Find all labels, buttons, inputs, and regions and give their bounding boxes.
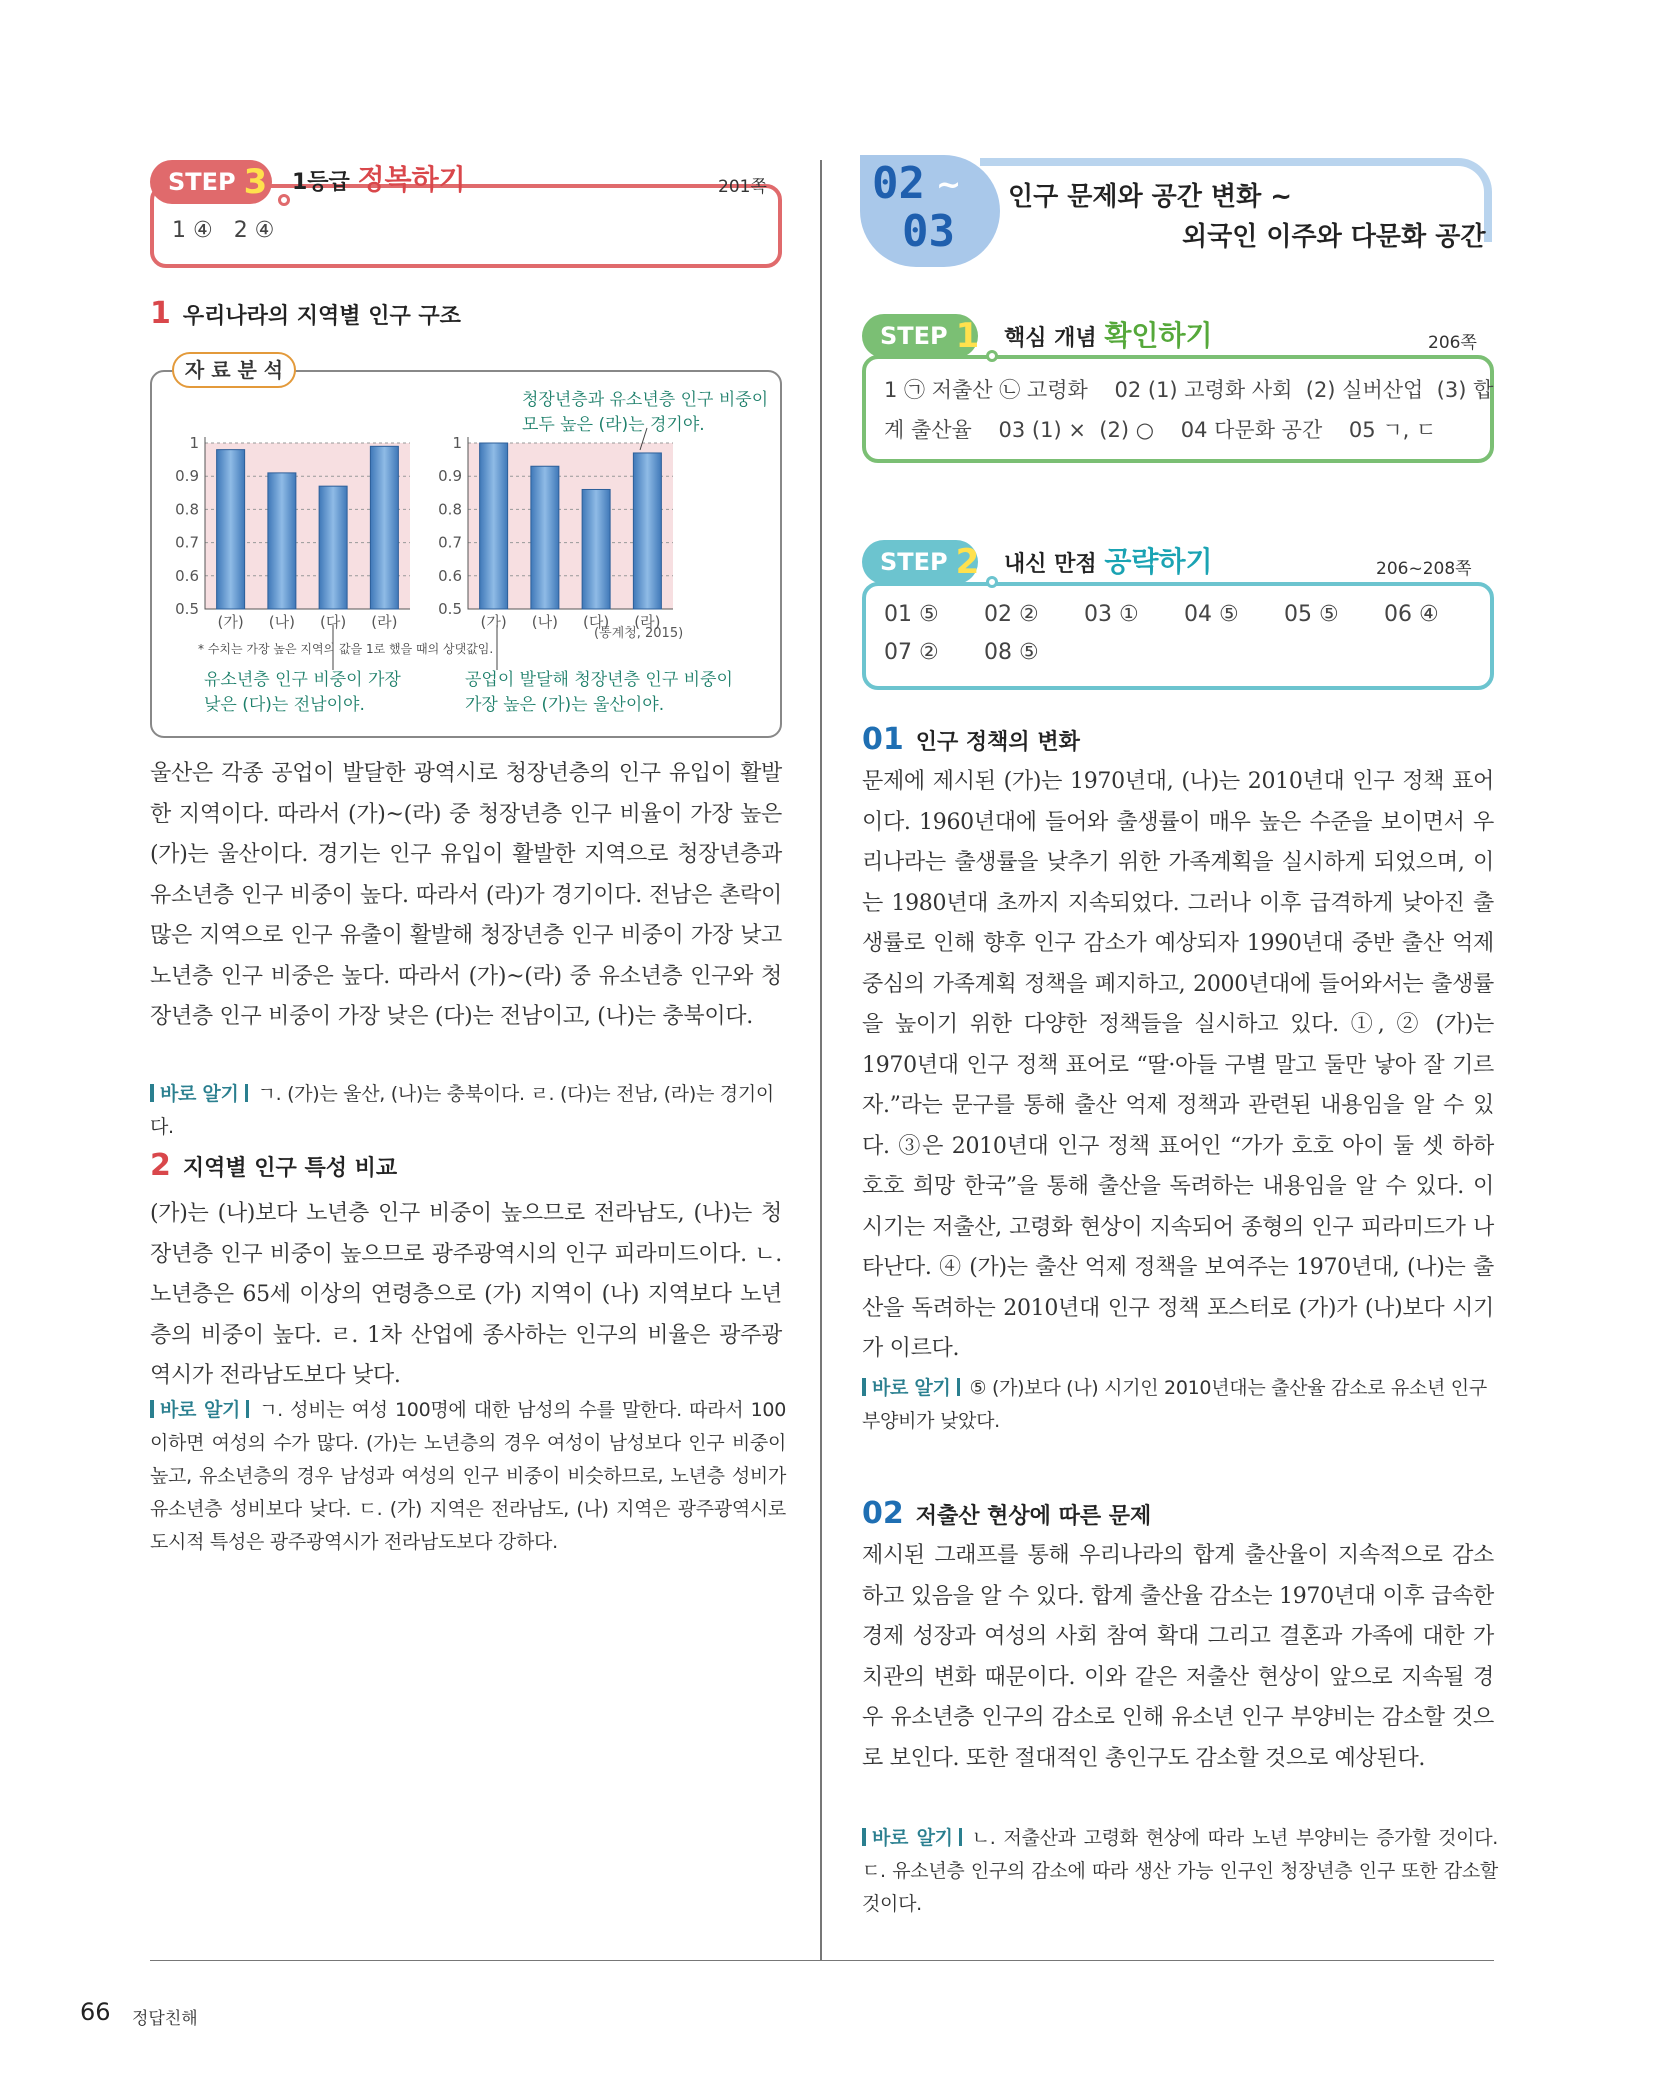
q01-paragraph: 문제에 제시된 (가)는 1970년대, (나)는 2010년대 인구 정책 표어이다. 1960년대에 들어와 출생률이 매우 높은 수준을 보이면서 우리나라는 출생률을 낮추기 위한 가족계획을 실시하게 되었으며, 이는 1980년대 초까지 지속되었다. 그러나 이후 급격하게 낮아진 출생률로 인해 향후 인구 감소가 예상되자 1990년대 중반 출산 억제 중심의 가족계획 정책을 폐지하고, 2000년대에 들어와서는 출생률을 높이기 위한 다양한 정책들을 실시하고 있다. ①, ② (가)는 1970년대 인구 정책 표어로 “딸·아들 구별 말고 둘만 낳아 잘 기르자.”라는 문구를 통해 출산 억제 정책과 관련된 내용임을 알 수 있다. ③은 2010년대 인구 정책 표어인 “가가 호호 아이 둘 셋 하하 호호 희망 한국”을 통해 출산을 독려하는 내용임을 알 수 있다. 이 시기는 저출산, 고령화 현상이 지속되어 종형의 인구 피라미드가 나타난다. ④ (가)는 출산 억제 정책을 보여주는 1970년대, (나)는 출산을 독려하는 2010년대 인구 정책 포스터로 (가)가 (나)보다 시기가 이르다. [862,769,1494,1361]
step2-title: 내신 만점 공략하기 [1004,545,1213,578]
step1-pages: 206쪽 [1428,333,1477,353]
q02-title: 02 저출산 현상에 따른 문제 [862,1496,1152,1531]
step2-answer-05: 05 ⑤ [1284,602,1339,627]
step-number: 1 [955,316,980,356]
bar [319,486,347,609]
step1-badge [862,314,978,358]
step1-answers-line1: 1 ㉠ 저출산 ㉡ 고령화 02 (1) 고령화 사회 (2) 실버산업 (3) 합 [884,378,1494,402]
chart-footnote: * 수치는 가장 높은 지역의 값을 1로 했을 때의 상댓값임. [198,642,494,656]
y-tick-label: 0.6 [175,566,199,585]
y-tick-label: 0.9 [175,467,199,486]
bar [582,489,610,609]
baro-label: 바로 알기 [872,1827,953,1849]
step2-answer-01: 01 ⑤ [884,602,939,627]
page-number: 66 [80,1998,111,2026]
bar [633,453,661,609]
step2-dot [986,576,998,588]
q1-baro: 바로 알기 ㄱ. (가)는 울산, (나)는 충북이다. ㄹ. (다)는 전남, (라)는 경기이다. [150,1083,774,1138]
step1-title: 핵심 개념 확인하기 [1004,319,1213,352]
y-tick-label: 0.8 [438,500,462,519]
x-tick-label: (나) [268,613,295,631]
q2-title: 2 지역별 인구 특성 비교 [150,1148,398,1183]
step3-dot [278,194,290,206]
q2-baro: 바로 알기 ㄱ. 성비는 여성 100명에 대한 남성의 수를 말한다. 따라서 100 이하면 여성의 수가 많다. (가)는 노년층의 경우 여성이 남성보다 인구 비중이 높고, 유소년층의 경우 남성과 여성의 인구 비중이 비슷하므로, 노년층 성비가 유소년층 성비보다 낮다. ㄷ. (가) 지역은 전라남도, (나) 지역은 광주광역시로 도시적 특성은 광주광역시가 전라남도보다 강하다. [150,1399,786,1553]
x-tick-label: (다) [583,613,610,631]
x-tick-label: (다) [320,613,347,631]
q1-paragraph: 울산은 각종 공업이 발달한 광역시로 청장년층의 인구 유입이 활발한 지역이다. 따라서 (가)~(라) 중 청장년층 인구 비율이 가장 높은 (가)는 울산이다. 경기는 인구 유입이 활발한 지역으로 청장년층과 유소년층 인구 비중이 높다. 따라서 (라)가 경기이다. 전남은 촌락이 많은 지역으로 인구 유출이 활발해 청장년층 인구 비중이 가장 낮고 노년층 인구 비중은 높다. 따라서 (가)~(라) 중 유소년층 인구와 청장년층 인구 비중이 가장 낮은 (다)는 전남이고, (나)는 충북이다. [150,761,782,1029]
step3-badge [150,160,272,204]
chart-source: (통계청, 2015) [594,626,684,641]
step2-pages: 206~208쪽 [1376,559,1472,579]
step3-title: 1등급 정복하기 [292,163,466,196]
unit-title-1: 인구 문제와 공간 변화 ~ [1008,182,1293,212]
baro-label: 바로 알기 [160,1399,241,1421]
x-tick-label: (가) [217,613,244,631]
q01-baro: 바로 알기 ⑤ (가)보다 (나) 시기인 2010년대는 출산율 감소로 유소년 인구 부양비가 낮았다. [862,1377,1487,1432]
step-number: 2 [955,542,980,582]
bar [217,450,245,609]
step1-answer-box [862,355,1494,463]
q02-baro: 바로 알기 ㄴ. 저출산과 고령화 현상에 따라 노년 부양비는 증가할 것이다. ㄷ. 유소년층 인구의 감소에 따라 생산 가능 인구인 청장년층 인구 또한 감소할 것이다. [862,1827,1499,1915]
step2-answer-08: 08 ⑤ [984,640,1039,665]
y-tick-label: 1 [189,434,199,452]
baro-label: 바로 알기 [160,1083,239,1105]
data-analysis-badge: 자 료 분 석 [172,352,296,388]
unit-number-top: 02 [872,158,925,209]
x-tick-label: (나) [531,613,558,631]
step1-dot [986,350,998,362]
column-divider [820,160,822,1960]
step2-answer-02: 02 ② [984,602,1039,627]
footer-label: 정답친해 [132,2009,198,2029]
bar [268,473,296,609]
step1-answers-line2: 계 출산율 03 (1) × (2) ○ 04 다문화 공간 05 ㄱ, ㄷ [884,418,1437,442]
step2-answer-03: 03 ① [1084,602,1139,627]
unit-number-bottom: 03 [902,206,955,257]
step2-badge [862,540,978,584]
baro-label: 바로 알기 [872,1377,951,1399]
step3-pages: 201쪽 [718,177,767,197]
step-label: STEP [880,322,948,350]
y-tick-label: 0.7 [175,533,199,552]
q1-title: 1 우리나라의 지역별 인구 구조 [150,296,461,331]
step2-answer-06: 06 ④ [1384,602,1439,627]
x-tick-label: (라) [371,613,398,631]
y-tick-label: 1 [452,434,462,452]
q2-paragraph: (가)는 (나)보다 노년층 인구 비중이 높으므로 전라남도, (나)는 청장년층 인구 비중이 높으므로 광주광역시의 인구 피라미드이다. ㄴ. 노년층은 65세 이상의 연령층으로 (가) 지역이 (나) 지역보다 노년층의 비중이 높다. ㄹ. 1차 산업에 종사하는 인구의 비율은 광주광역시가 전라남도보다 낮다. [150,1201,782,1388]
step2-answer-04: 04 ⑤ [1184,602,1239,627]
step2-answer-07: 07 ② [884,640,939,665]
y-tick-label: 0.5 [438,600,462,618]
bar [370,446,398,609]
x-tick-label: (라) [634,613,661,631]
step3-answers: 1 ④ 2 ④ [172,218,275,243]
unit-title-2: 외국인 이주와 다문화 공간 [1182,222,1486,252]
note-bottom-left: 유소년층 인구 비중이 가장 낮은 (다)는 전남이야. [204,670,401,715]
unit-tilde: ~ [936,168,962,203]
y-tick-label: 0.5 [175,600,199,618]
q01-title: 01 인구 정책의 변화 [862,722,1080,757]
x-tick-label: (가) [480,613,507,631]
step-label: STEP [168,168,236,196]
step-label: STEP [880,548,948,576]
note-top: 청장년층과 유소년층 인구 비중이 모두 높은 (라)는 경기야. [522,390,769,435]
y-tick-label: 0.9 [438,467,462,486]
bar [531,466,559,609]
note-bottom-right: 공업이 발달해 청장년층 인구 비중이 가장 높은 (가)는 울산이야. [465,670,733,715]
q02-paragraph: 제시된 그래프를 통해 우리나라의 합계 출산율이 지속적으로 감소하고 있음을 알 수 있다. 합계 출산율 감소는 1970년대 이후 급속한 경제 성장과 여성의 사회 참여 확대 그리고 결혼과 가족에 대한 가치관의 변화 때문이다. 이와 같은 저출산 현상이 앞으로 지속될 경우 유소년층 인구의 감소로 인해 유소년 인구 부양비는 감소할 것으로 보인다. 또한 절대적인 총인구도 감소할 것으로 예상된다. [862,1543,1494,1771]
step-number: 3 [243,162,268,202]
bar [480,443,508,609]
footer-rule [150,1960,1494,1961]
y-tick-label: 0.6 [438,566,462,585]
y-tick-label: 0.7 [438,533,462,552]
step2-answer-box [862,582,1494,690]
y-tick-label: 0.8 [175,500,199,519]
